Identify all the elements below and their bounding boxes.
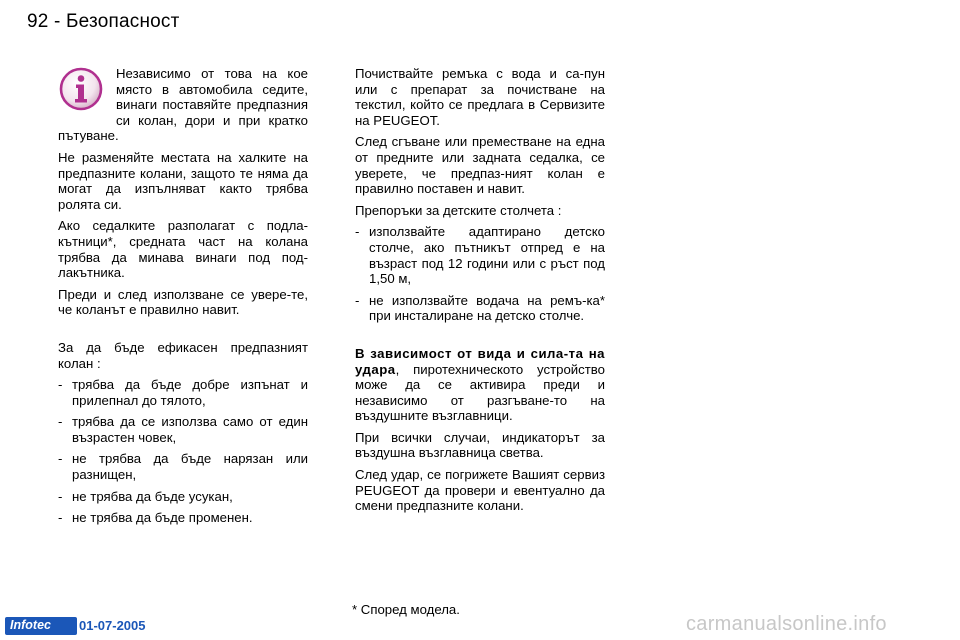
footer-date: 01-07-2005 — [79, 618, 146, 633]
infotec-logo-text: Infotec — [10, 618, 51, 632]
impact-text: , пиротехническото устройство може да се активира преди и независимо от разгъване-то на въздушните възглавници. — [355, 361, 605, 424]
watermark: carmanualsonline.info — [686, 613, 887, 635]
infotec-logo — [5, 617, 77, 635]
right-paragraph-after-2: След удар, се погрижете Вашият сервиз PEUGEOT да провери и евентуално да смени предпазните колани. — [355, 467, 605, 514]
left-column — [58, 66, 308, 532]
left-paragraph-1: Не разменяйте местата на халките на предпазните колани, защото те няма да могат да изпълняват както трябва ролята си. — [58, 149, 308, 212]
right-paragraph-2: След сгъване или преместване на една от предните или задната седалка, се уверете, че предпаз-ният колан е правилно поставен и навит. — [355, 134, 605, 197]
right-paragraph-after-1: При всички случаи, индикаторът за въздушна възглавница светва. — [355, 429, 605, 461]
effective-intro: За да бъде ефикасен предпазният колан : — [58, 339, 308, 371]
impact-paragraph — [355, 346, 605, 424]
right-column — [355, 66, 605, 520]
list-item: - трябва да бъде добре изпънат и прилепнал до тялото, — [58, 377, 308, 408]
list-item: - използвайте адаптирано детско столче, ако пътникът отпред е на възраст под 12 години или с ръст под 1,50 м, — [355, 224, 605, 286]
right-paragraph-1: Почиствайте ремъка с вода и са-пун или с препарат за почистване на текстил, който се предлага в Сервизите на PEUGEOT. — [355, 66, 605, 128]
child-seat-heading: Препоръки за детските столчета : — [355, 202, 562, 218]
footnote: * Според модела. — [352, 602, 460, 617]
intro-paragraph — [58, 66, 308, 144]
list-item: - не трябва да бъде усукан, — [58, 489, 308, 505]
left-paragraph-3: Преди и след използване се увере-те, че коланът е правилно навит. — [58, 286, 308, 318]
list-item: - не трябва да бъде променен. — [58, 510, 308, 526]
list-item: - не трябва да бъде нарязан или разнищен, — [58, 451, 308, 482]
page-title: 92 - Безопасност — [27, 11, 180, 32]
requirements-list — [58, 377, 308, 526]
left-paragraph-2: Ако седалките разполагат с подла-кътници*, средната част на колана трябва да минава винаги под под-лакътника. — [58, 218, 308, 281]
info-icon — [58, 66, 104, 112]
impact-bold-lead: В зависимост от вида и сила-та на удара — [355, 345, 605, 377]
list-item: - трябва да се използва само от един възрастен човек, — [58, 414, 308, 445]
list-item: - не използвайте водача на ремъ-ка* при инсталиране на детско столче. — [355, 293, 605, 324]
child-seat-list — [355, 224, 605, 324]
intro-text: Независимо от това на кое място в автомобила седите, винаги поставяйте предпазния си колан, дори и при кратко пътуване. — [58, 66, 308, 144]
